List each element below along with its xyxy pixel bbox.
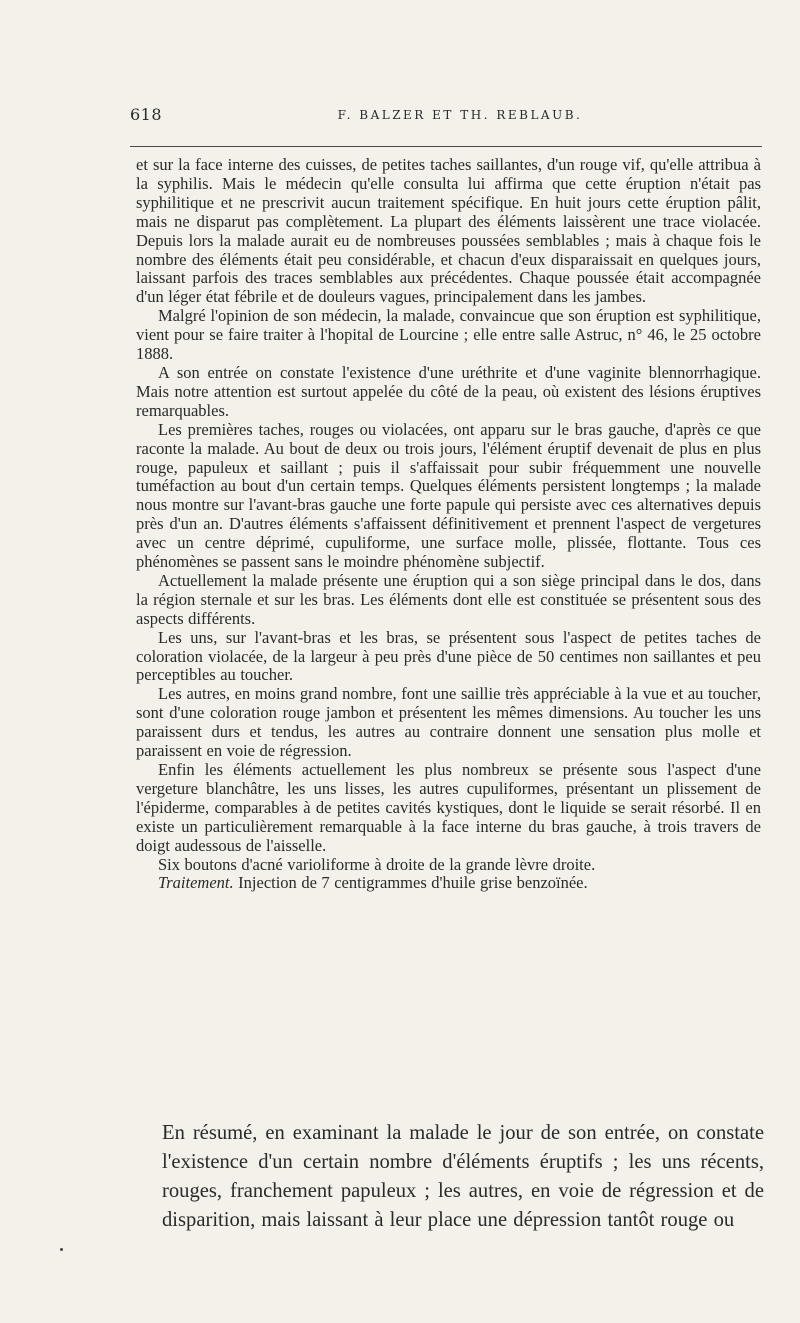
paragraph: Actuellement la malade présente une éruption qui a son siège principal dans le dos, dans la région sternale et sur les bras. Les éléments dont elle est constituée se présentent sous des aspects différents. (136, 570, 761, 628)
paragraph: Les premières taches, rouges ou violacées, ont apparu sur le bras gauche, d'après ce que raconte la malade. Au bout de deux ou trois jours, l'élément éruptif devenait de plus en plus rouge, papuleux et saillant ; puis il s'affaissait pour subir fréquemment une nouvelle tuméfaction au bout d'un certain temps. Quelques éléments persistent longtemps ; la malade nous montre sur l'avant-bras gauche une forte papule qui persiste avec ces alternatives depuis près d'un an. D'autres éléments s'affaissent définitivement et prennent l'aspect de vergetures avec un centre déprimé, cupuliforme, une surface molle, plissée, flottante. Tous ces phénomènes se passent sans le moindre phénomène subjectif. (136, 419, 761, 572)
paragraph: et sur la face interne des cuisses, de petites taches saillantes, d'un rouge vif, qu'elle attribua à la syphilis. Mais le médecin qu'elle consulta lui affirma que cette éruption n'était pas syphilitique et ne prescrivit aucun traitement spécifique. En huit jours cette éruption pâlit, mais ne disparut pas complètement. La plupart des éléments laissèrent une trace violacée. Depuis lors la malade aurait eu de nombreuses poussées semblables ; mais à chaque fois le nombre des éléments était peu considérable, et chacun d'eux disparaissait en quelques jours, laissant parfois des traces semblables aux précédentes. Chaque poussée était accompagnée d'un léger état fébrile et de douleurs vagues, principalement dans les jambes. (136, 155, 761, 307)
paragraph: Malgré l'opinion de son médecin, la malade, convaincue que son éruption est syphilitique, vient pour se faire traiter à l'hopital de Lourcine ; elle entre salle Astruc, n° 46, le 25 octobre 1888. (136, 306, 761, 364)
header-rule (130, 146, 762, 147)
paragraph: Les uns, sur l'avant-bras et les bras, se présentent sous l'aspect de petites taches de coloration violacée, de la largeur à peu près d'une pièce de 50 centimes non saillantes et peu perceptibles au toucher. (136, 627, 761, 685)
summary-paragraph: En résumé, en examinant la malade le jour de son entrée, on constate l'existence d'un certain nombre d'éléments éruptifs ; les uns récents, rouges, franchement papuleux ; les autres, en voie de régression et de disparition, mais laissant à leur place une dépression tantôt rouge ou (162, 1122, 764, 1231)
treatment-text: Injection de 7 centigrammes d'huile grise benzoïnée. (233, 873, 588, 893)
paragraph: A son entrée on constate l'existence d'une uréthrite et d'une vaginite blennorrhagique. Mais notre attention est surtout appelée du côté de la peau, où existent des lésions éruptives remarquables. (136, 362, 761, 420)
summary-text (162, 1119, 764, 1235)
treatment-label: Traitement. (158, 873, 234, 893)
treatment-paragraph (136, 874, 761, 893)
paragraph: Les autres, en moins grand nombre, font une saillie très appréciable à la vue et au toucher, sont d'une coloration rouge jambon et présentent les mêmes dimensions. Au toucher les uns paraissent durs et tendus, les autres au contraire donnent une sensation plus molle et paraissent en voie de régression. (136, 684, 761, 761)
page-number: 618 (130, 105, 163, 124)
paragraph: Enfin les éléments actuellement les plus nombreux se présente sous l'aspect d'une vergeture blanchâtre, les uns lisses, les autres cupuliformes, présentant un plissement de l'épiderme, comparables à de petites cavités kystiques, dont le liquide se serait résorbé. Il en existe un particulièrement remarquable à la face interne du bras gauche, à trois travers de doigt audessous de l'aisselle. (136, 760, 761, 855)
paragraph: Six boutons d'acné varioliforme à droite de la grande lèvre droite. (158, 854, 596, 874)
running-head: F. BALZER ET TH. REBLAUB. (337, 108, 583, 122)
page-header (130, 103, 762, 129)
case-report-text (136, 156, 761, 893)
ink-speck (60, 1248, 63, 1251)
